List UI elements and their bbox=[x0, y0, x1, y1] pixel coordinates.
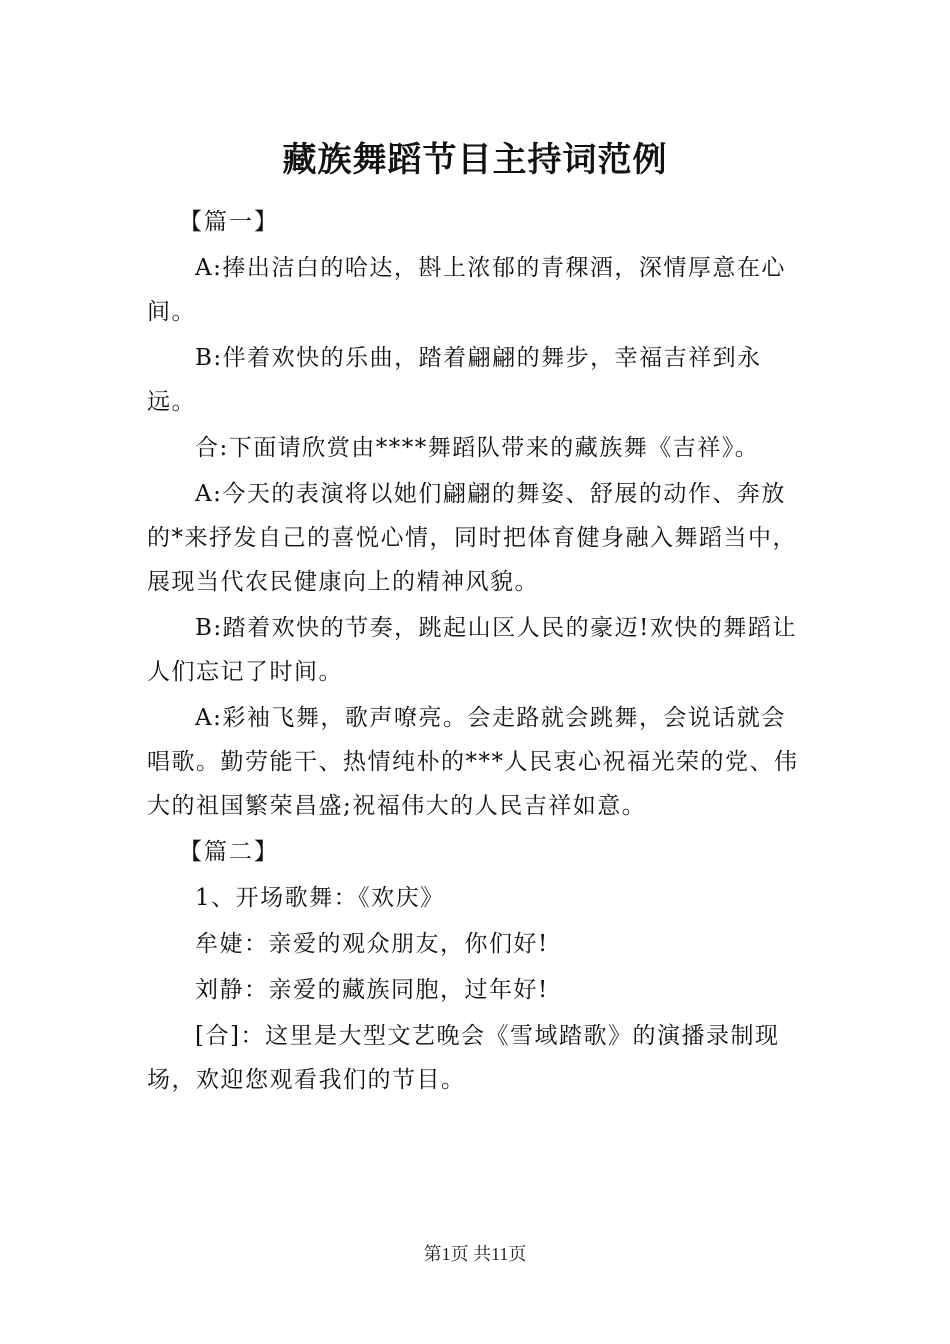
paragraph: 牟婕：亲爱的观众朋友，你们好! bbox=[195, 931, 549, 957]
document-title: 藏族舞蹈节目主持词范例 bbox=[282, 140, 668, 180]
paragraph: 合:下面请欣赏由****舞蹈队带来的藏族舞《吉祥》。 bbox=[195, 435, 760, 461]
paragraph: 刘静：亲爱的藏族同胞，过年好! bbox=[195, 977, 549, 1003]
paragraph: B:伴着欢快的乐曲，踏着翩翩的舞步，幸福吉祥到永远。 bbox=[147, 345, 762, 415]
paragraph: A:今天的表演将以她们翩翩的舞姿、舒展的动作、奔放的*来抒发自己的喜悦心情，同时把体育健身融入舞蹈当中，展现当代农民健康向上的精神风貌。 bbox=[147, 481, 797, 595]
paragraph: A:捧出洁白的哈达，斟上浓郁的青稞酒，深情厚意在心间。 bbox=[147, 255, 786, 325]
document-body bbox=[147, 200, 807, 1104]
paragraph: 1、开场歌舞：《欢庆》 bbox=[195, 885, 445, 911]
paragraph: A:彩袖飞舞，歌声嘹亮。会走路就会跳舞，会说话就会唱歌。勤劳能干、热情纯朴的***人民衷心祝福光荣的党、伟大的祖国繁荣昌盛;祝福伟大的人民吉祥如意。 bbox=[147, 705, 799, 819]
paragraph: [合]：这里是大型文艺晚会《雪域踏歌》的演播录制现场，欢迎您观看我们的节目。 bbox=[147, 1023, 780, 1093]
page-footer: 第1页 共11页 bbox=[423, 1244, 527, 1264]
section-heading: 【篇二】 bbox=[179, 839, 279, 865]
paragraph: B:踏着欢快的节奏，跳起山区人民的豪迈!欢快的舞蹈让人们忘记了时间。 bbox=[147, 615, 797, 685]
section-heading: 【篇一】 bbox=[179, 209, 279, 235]
